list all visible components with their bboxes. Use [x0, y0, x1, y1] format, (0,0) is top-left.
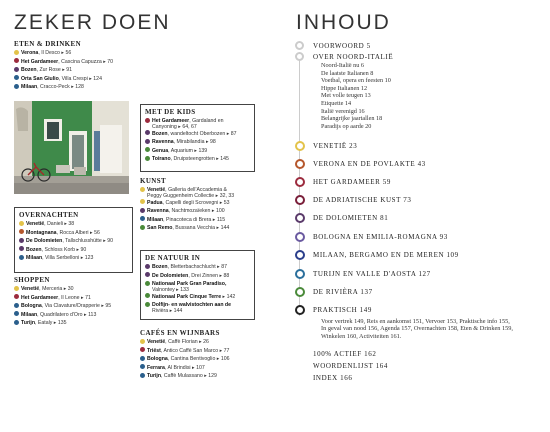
page-arrow-icon: ▸: [87, 75, 94, 82]
page-arrow-icon: ▸: [190, 364, 197, 371]
page-arrow-icon: ▸: [218, 199, 224, 206]
page-arrow-icon: ▸: [59, 50, 66, 56]
region-dot-icon: [14, 75, 19, 80]
overnachten-heading: OVERNACHTEN: [19, 211, 79, 219]
item-page: 145: [220, 156, 229, 163]
chapter-marker-icon: [295, 195, 305, 205]
shoppen-section: [14, 276, 139, 328]
toc-chapter[interactable]: DE DOLOMIETEN 81: [313, 214, 389, 222]
item-name: Nachtmozaïeken: [171, 208, 211, 215]
item-name: Danieli: [47, 221, 63, 227]
page-arrow-icon: ▸: [214, 156, 221, 163]
met-de-kids-section: [140, 104, 255, 172]
region-dot-icon: [140, 339, 145, 344]
list-item: De Dolomieten, Drei Zinnen ▸ 88: [145, 272, 250, 281]
eten-list: [14, 49, 134, 92]
item-name: Druipsteengrotten: [173, 156, 215, 163]
toc-chapter[interactable]: PRAKTISCH 149: [313, 306, 372, 314]
item-page: 87: [230, 130, 237, 137]
item-name: Aquarium: [170, 147, 193, 154]
toc-subentry[interactable]: Paradijs op aarde 20: [321, 122, 372, 130]
item-name: Antico Caffè San Marco: [163, 347, 219, 354]
page-arrow-icon: ▸: [99, 303, 106, 310]
page-arrow-icon: ▸: [214, 192, 220, 199]
list-item: Venetië, Galleria dell'Accademia & Peggy Guggenheim Collectie ▸ 32, 33: [140, 186, 260, 199]
item-page: 98: [210, 139, 216, 146]
page-arrow-icon: ▸: [69, 84, 76, 91]
page-arrow-icon: ▸: [204, 139, 210, 146]
region-dot-icon: [140, 225, 145, 230]
region-dot-icon: [140, 356, 145, 361]
page-arrow-icon: ▸: [215, 225, 221, 232]
item-name: Tallschlusshütte: [65, 238, 102, 245]
kunst-list: [140, 186, 260, 233]
list-item: Toirano, Druipsteengrotten ▸ 145: [145, 155, 250, 164]
list-item: Turijn, Caffè Mulassano ▸ 129: [140, 372, 260, 381]
list-item: Turijn, Eataly ▸ 135: [14, 319, 139, 328]
cafes-section: [140, 329, 260, 381]
list-item: Ravenna, Mirabilandia ▸ 98: [145, 138, 250, 147]
region-dot-icon: [19, 221, 24, 226]
list-item: Ravenna, Nachtmozaïeken ▸ 100: [140, 207, 260, 216]
item-place: Ferrara: [147, 364, 165, 371]
kunst-heading: KUNST: [140, 177, 167, 185]
overnachten-list: [19, 220, 128, 263]
cafes-list: [140, 338, 260, 381]
page-arrow-icon: ▸: [192, 147, 199, 154]
item-page: 106: [220, 356, 230, 363]
region-dot-icon: [140, 373, 145, 378]
item-place: De Dolomieten: [152, 272, 189, 279]
page-arrow-icon: ▸: [202, 373, 209, 380]
toc-chapter[interactable]: TURIJN EN VALLE D'AOSTA 127: [313, 270, 431, 278]
region-dot-icon: [145, 156, 150, 161]
region-dot-icon: [19, 238, 24, 243]
item-page: 90: [80, 246, 87, 253]
page-arrow-icon: ▸: [221, 293, 227, 300]
item-place: Bozen: [21, 67, 37, 74]
list-item: [145, 293, 250, 302]
region-dot-icon: [19, 255, 24, 260]
item-place: Het Gardameer: [21, 58, 59, 65]
list-item: Milaan, Pinacoteca di Brera ▸ 115: [140, 216, 260, 225]
toc-subentry[interactable]: Voetbal, opera en feesten 10: [321, 77, 391, 85]
page-arrow-icon: ▸: [101, 238, 108, 245]
page-arrow-icon: ▸: [101, 58, 108, 65]
item-page: 87: [221, 264, 228, 270]
item-place: Padua: [147, 199, 163, 206]
item-place: Ravenna: [147, 208, 169, 215]
de-natuur-in-section: [140, 250, 255, 320]
list-item: [145, 280, 250, 293]
item-name-cont: Rivièra: [152, 307, 169, 314]
page-arrow-icon: ▸: [210, 208, 216, 215]
item-page: 113: [88, 311, 97, 318]
region-dot-icon: [140, 187, 145, 192]
list-item: Bologna, Cantina Bentivoglio ▸ 106: [140, 355, 260, 364]
item-name: wandeltocht Oberbozen: [170, 130, 226, 137]
chapter-marker-icon: [295, 213, 305, 223]
item-place: Venetië: [26, 221, 45, 227]
toc-voorwoord[interactable]: VOORWOORD 5: [313, 42, 371, 50]
item-place: Venetië: [21, 286, 40, 292]
page-arrow-icon: ▸: [215, 264, 222, 270]
item-name: Gardaland en: [192, 118, 224, 124]
item-name: Schloss Korb: [44, 246, 76, 253]
toc-subentry[interactable]: De laatste Italianen 8: [321, 69, 374, 77]
item-page: 124: [93, 75, 102, 82]
zeker-doen-title: ZEKER DOEN: [14, 11, 171, 34]
page-arrow-icon: ▸: [88, 229, 95, 236]
page-arrow-icon: ▸: [62, 286, 68, 292]
met-de-kids-heading: MET DE KIDS: [145, 108, 196, 116]
item-name: Mirabilandia: [176, 139, 205, 146]
item-page: 95: [105, 303, 112, 310]
item-name: Al Brindisi: [167, 364, 191, 371]
toc-chapter[interactable]: VERONA EN DE POVLAKTE 43: [313, 160, 426, 168]
item-page: 144: [173, 307, 183, 314]
chapter-marker-icon: [295, 305, 305, 315]
toc-over-noord-italie[interactable]: OVER NOORD-ITALIË: [313, 53, 394, 61]
chapter-marker-icon: [295, 250, 305, 260]
item-place: Triëst: [147, 347, 161, 354]
item-name-cont: Valnontey: [152, 286, 175, 293]
list-item: Triëst, Antico Caffè San Marco ▸ 77: [140, 347, 260, 356]
item-page: 107: [196, 364, 205, 371]
chapter-marker-icon: [295, 177, 305, 187]
region-dot-icon: [140, 216, 145, 221]
list-item: Venetië, Danieli ▸ 38: [19, 220, 128, 229]
chapter-marker-icon: [295, 287, 305, 297]
list-item: Bozen, wandeltocht Oberbozen ▸ 87: [145, 130, 250, 139]
item-place: Verona: [21, 50, 39, 56]
praktisch-line: In geval van nood 156, Agenda 157, Overnachten 158, Eten & Drinken 159,: [321, 325, 514, 333]
list-item: [145, 301, 250, 314]
chapter-marker-icon: [295, 159, 305, 169]
de-natuur-in-heading: DE NATUUR IN: [145, 254, 201, 262]
list-item: Het Gardameer, Gardaland en Canyoning ▸ 64, 67: [145, 117, 250, 130]
item-name: Via Clavature/Drapperie: [44, 303, 100, 310]
chapter-marker-icon: [295, 232, 305, 242]
page-arrow-icon: ▸: [174, 286, 181, 293]
region-dot-icon: [145, 118, 150, 123]
item-place: De Dolomieten: [26, 238, 63, 245]
item-place: Nationaal Park Cinque Terre: [152, 293, 222, 300]
region-dot-icon: [14, 311, 19, 316]
item-page: 90: [107, 238, 114, 245]
toc-subentry[interactable]: Italië verenigd 16: [321, 107, 365, 115]
item-name: Caffè Florian: [168, 339, 198, 345]
item-name: Il Desco: [41, 50, 60, 56]
list-item: Het Gardameer, Cascina Capuzza ▸ 70: [14, 58, 134, 67]
page-arrow-icon: ▸: [79, 255, 85, 262]
item-page: 53: [223, 199, 230, 206]
region-dot-icon: [145, 281, 150, 286]
region-dot-icon: [14, 67, 19, 72]
list-item: Padua, Capelli degli Scrovegni ▸ 53: [140, 199, 260, 208]
item-place: Het Gardameer: [152, 118, 190, 124]
page-arrow-icon: ▸: [62, 221, 69, 227]
item-place: San Remo: [147, 225, 173, 232]
item-page: 64, 67: [182, 123, 197, 130]
kids-list: [145, 117, 250, 164]
page-arrow-icon: ▸: [75, 246, 81, 253]
item-name: Merceria: [42, 286, 63, 292]
chapter-marker-icon: [295, 269, 305, 279]
inhoud-title: INHOUD: [296, 11, 391, 34]
item-place: Milaan: [21, 84, 38, 91]
item-page: 144: [220, 225, 230, 232]
toc-chapter[interactable]: VENETIË 23: [313, 142, 358, 150]
item-name: Eataly: [37, 320, 53, 327]
region-dot-icon: [140, 199, 145, 204]
item-place: Dolfijn- en walvistochten aan de: [152, 302, 231, 309]
list-item: Montagnana, Rocca Alberi ▸ 56: [19, 229, 128, 238]
item-page: 56: [65, 50, 72, 56]
item-name: Cracco-Peck: [40, 84, 70, 91]
item-page: 142: [226, 293, 236, 300]
region-dot-icon: [145, 147, 150, 152]
page-arrow-icon: ▸: [168, 307, 174, 314]
item-page: 91: [66, 67, 73, 74]
page-arrow-icon: ▸: [215, 356, 221, 363]
toc-chapter[interactable]: DE ADRIATISCHE KUST 73: [313, 196, 412, 204]
item-place: Genua: [152, 147, 169, 154]
item-page: 71: [85, 294, 91, 301]
overnachten-section: [14, 207, 133, 273]
list-item: Bozen, Schloss Korb ▸ 90: [19, 246, 128, 255]
kunst-section: [140, 177, 260, 233]
item-place: Turijn: [21, 320, 36, 327]
item-page: 123: [84, 255, 94, 262]
toc-subentry[interactable]: Belangrijke jaartallen 18: [321, 115, 383, 123]
natuur-list: [145, 263, 250, 314]
item-page: 30: [67, 286, 74, 292]
item-name: Cascina Capuzza: [61, 58, 102, 65]
region-dot-icon: [140, 347, 145, 352]
chapter-marker-icon: [295, 141, 305, 151]
item-place: Bologna: [21, 303, 42, 310]
item-name: Il Leone: [61, 294, 80, 301]
list-item: Bozen, Bletterbachschlucht ▸ 87: [145, 263, 250, 272]
page-arrow-icon: ▸: [218, 347, 224, 354]
region-dot-icon: [14, 294, 19, 299]
item-name: Drei Zinnen: [191, 272, 219, 279]
region-dot-icon: [145, 272, 150, 277]
item-page: 133: [180, 286, 189, 293]
item-name: Zur Rose: [39, 67, 61, 74]
item-page: 77: [223, 347, 230, 354]
item-place: Milaan: [26, 255, 43, 262]
praktisch-line: Voor vertrek 149, Reis en aankomst 151, Vervoer 153, Praktische info 155,: [321, 318, 510, 325]
item-place: Nationaal Park Gran Paradiso,: [152, 281, 227, 288]
praktisch-line: Winkelen 160, Activiteiten 161.: [321, 332, 402, 340]
voorwoord-marker: [295, 41, 304, 50]
item-page: 88: [223, 272, 230, 279]
list-item: San Remo, Bussana Vecchia ▸ 144: [140, 224, 260, 233]
item-place: Toirano: [152, 156, 171, 163]
list-item: Bozen, Zur Rose ▸ 91: [14, 66, 134, 75]
item-name: Villa Crespi: [61, 75, 88, 82]
eten-drinken-heading: ETEN & DRINKEN: [14, 40, 82, 48]
page-arrow-icon: ▸: [176, 123, 183, 130]
list-item: Venetië, Caffè Florian ▸ 26: [140, 338, 260, 347]
region-dot-icon: [140, 364, 145, 369]
region-dot-icon: [19, 246, 24, 251]
item-name-cont: Peggy Guggenheim Collectie: [147, 192, 215, 199]
item-place: Bozen: [152, 264, 168, 270]
item-page: 32, 33: [219, 192, 235, 199]
item-name: Bletterbachschlucht: [170, 264, 216, 270]
item-place: Montagnana: [26, 229, 57, 236]
region-dot-icon: [14, 84, 19, 89]
item-page: 115: [216, 216, 226, 223]
cafes-heading: CAFÉS EN WIJNBARS: [140, 329, 220, 337]
region-dot-icon: [14, 58, 19, 63]
item-page: 129: [208, 373, 217, 380]
toc-chapter[interactable]: BOLOGNA EN EMILIA-ROMAGNA 93: [313, 233, 448, 241]
item-place: Venetië: [147, 339, 166, 345]
item-place: Milaan: [21, 311, 38, 318]
over-marker: [295, 52, 304, 61]
item-place: Venetië: [147, 187, 166, 193]
region-dot-icon: [19, 229, 24, 234]
item-place: Het Gardameer: [21, 294, 59, 301]
praktisch-details: [321, 318, 513, 340]
page-arrow-icon: ▸: [60, 67, 67, 74]
page-arrow-icon: ▸: [197, 339, 204, 345]
toc-subentry[interactable]: Etiquette 14: [321, 99, 352, 107]
item-name: Pinacoteca di Brera: [166, 216, 212, 223]
over-subs: [321, 62, 391, 130]
item-name: Bussana Vecchia: [175, 225, 216, 232]
list-item: Milaan, Cracco-Peck ▸ 128: [14, 83, 134, 92]
item-place: Bozen: [152, 130, 168, 137]
list-item: Orta San Giulio, Villa Crespi ▸ 124: [14, 75, 134, 84]
item-name-cont: Canyoning: [152, 123, 177, 130]
item-place: Milaan: [147, 216, 164, 223]
item-place: Orta San Giulio: [21, 75, 59, 82]
page-arrow-icon: ▸: [225, 130, 231, 137]
toc-index[interactable]: INDEX 166: [313, 374, 353, 382]
toc-chapter[interactable]: DE RIVIÈRA 137: [313, 288, 373, 296]
item-page: 139: [198, 147, 208, 154]
item-name: Capelli degli Scrovegni: [165, 199, 219, 206]
item-name: Galleria dell'Accademia &: [168, 187, 228, 193]
item-place: Turijn: [147, 373, 162, 380]
region-dot-icon: [145, 293, 150, 298]
item-page: 26: [203, 339, 209, 345]
region-dot-icon: [145, 139, 150, 144]
item-name: Quadrilatero d'Oro: [40, 311, 83, 318]
list-item: Ferrara, Al Brindisi ▸ 107: [140, 364, 260, 373]
list-item: Het Gardameer, Il Leone ▸ 71: [14, 294, 139, 303]
region-dot-icon: [14, 50, 19, 55]
list-item: Milaan, Quadrilatero d'Oro ▸ 113: [14, 311, 139, 320]
page-arrow-icon: ▸: [79, 294, 86, 301]
shoppen-list: [14, 285, 139, 328]
page-arrow-icon: ▸: [52, 320, 58, 327]
item-page: 70: [107, 58, 114, 65]
toc-subentry[interactable]: Noord-Italië nu 6: [321, 62, 364, 69]
item-page: 128: [75, 84, 84, 91]
street-photo: [14, 101, 129, 194]
toc-subentry[interactable]: Met volle teugen 13: [321, 92, 371, 100]
region-dot-icon: [145, 302, 150, 307]
list-item: Bologna, Via Clavature/Drapperie ▸ 95: [14, 302, 139, 311]
region-dot-icon: [145, 264, 150, 269]
eten-drinken-section: [14, 40, 134, 92]
list-item: Verona, Il Desco ▸ 56: [14, 49, 134, 58]
item-place: Bozen: [26, 246, 42, 253]
toc-actief[interactable]: 100% ACTIEF 162: [313, 350, 377, 358]
item-page: 38: [68, 221, 75, 227]
item-name: Rocca Alberi: [59, 229, 89, 236]
item-page: 100: [215, 208, 225, 215]
shoppen-heading: SHOPPEN: [14, 276, 50, 284]
page-arrow-icon: ▸: [211, 216, 217, 223]
item-name: Caffè Mulassano: [163, 373, 203, 380]
page-arrow-icon: ▸: [218, 272, 224, 279]
region-dot-icon: [14, 303, 19, 308]
region-dot-icon: [14, 320, 19, 325]
region-dot-icon: [140, 208, 145, 213]
list-item: Genua, Aquarium ▸ 139: [145, 147, 250, 156]
region-dot-icon: [145, 130, 150, 135]
item-page: 56: [94, 229, 100, 236]
toc-woordenlijst[interactable]: WOORDENLIJST 164: [313, 362, 388, 370]
toc-chapter[interactable]: HET GARDAMEER 59: [313, 178, 391, 186]
toc-subentry[interactable]: Hippe Italianen 12: [321, 84, 368, 92]
list-item: De Dolomieten, Tallschlusshütte ▸ 90: [19, 237, 128, 246]
item-name: Villa Serbelloni: [45, 255, 80, 262]
page-arrow-icon: ▸: [82, 311, 89, 318]
region-dot-icon: [14, 286, 19, 291]
list-item: Venetië, Merceria ▸ 30: [14, 285, 139, 294]
item-name: Cantina Bentivoglio: [170, 356, 216, 363]
item-page: 135: [57, 320, 67, 327]
item-place: Ravenna: [152, 139, 174, 146]
list-item: Milaan, Villa Serbelloni ▸ 123: [19, 254, 128, 263]
toc-chapter[interactable]: MILAAN, BERGAMO EN DE MEREN 109: [313, 251, 459, 259]
item-place: Bologna: [147, 356, 168, 363]
